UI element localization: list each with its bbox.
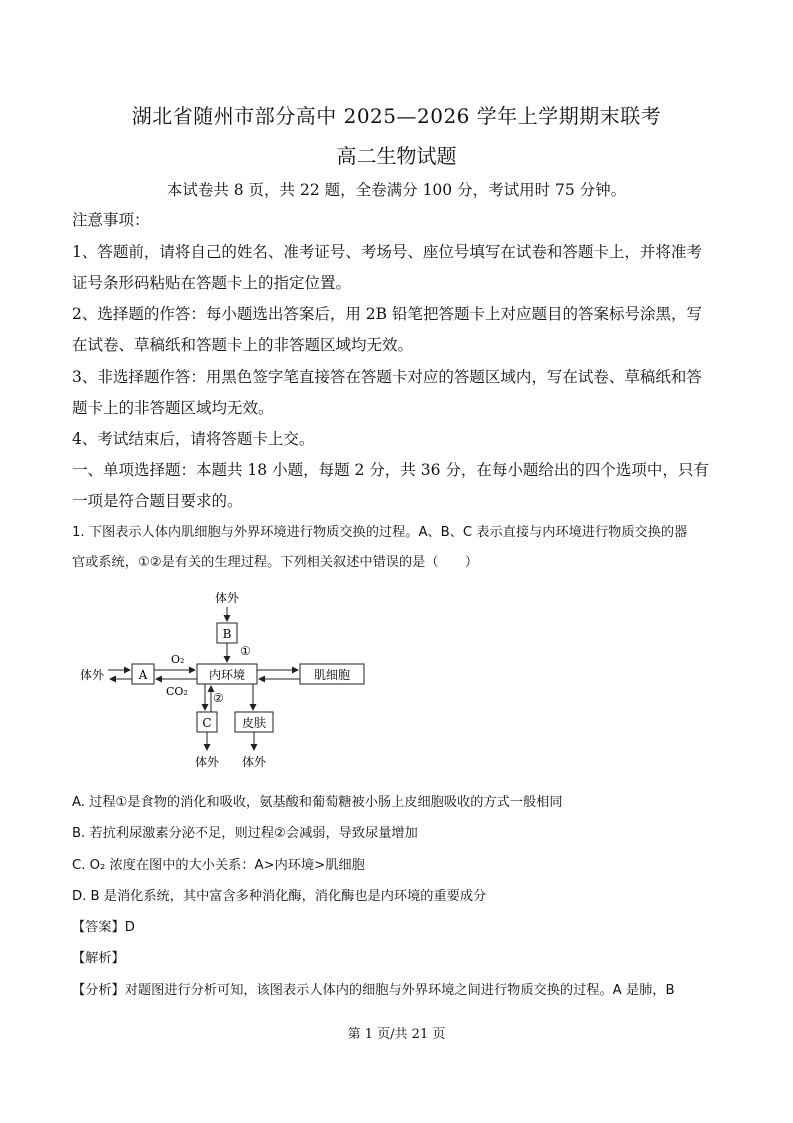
note-2-line-2: 在试卷、草稿纸和答题卡上的非答题区域均无效。	[72, 336, 414, 354]
inner-environment-label: 内环境	[208, 668, 246, 682]
notes-heading: 注意事项：	[72, 211, 150, 229]
process-2-label: ②	[213, 691, 224, 705]
box-a-label: A	[138, 668, 148, 682]
question-1-stem-line-2: 官或系统，①②是有关的生理过程。下列相关叙述中错误的是（ ）	[72, 555, 479, 570]
outside-bottom-right-label: 体外	[241, 755, 267, 769]
material-exchange-diagram	[70, 585, 390, 775]
note-3-line-1: 3、非选择题作答：用黑色签字笔直接答在答题卡对应的答题区域内，写在试卷、草稿纸和答	[72, 368, 702, 386]
outside-top-label: 体外	[214, 591, 240, 605]
exam-subtitle: 高二生物试题	[336, 144, 457, 168]
note-3-line-2: 题卡上的非答题区域均无效。	[72, 399, 274, 417]
box-b-label: B	[222, 627, 232, 641]
section-heading-line-1: 一、单项选择题：本题共 18 小题，每题 2 分，共 36 分，在每小题给出的四个选项中，只有	[72, 461, 709, 479]
outside-bottom-left-label: 体外	[194, 755, 220, 769]
skin-label: 皮肤	[241, 716, 267, 730]
o2-label: O₂	[171, 653, 185, 666]
option-b: B. 若抗利尿激素分泌不足，则过程②会减弱，导致尿量增加	[72, 826, 418, 841]
note-1-line-2: 证号条形码粘贴在答题卡上的指定位置。	[72, 274, 352, 292]
option-d: D. B 是消化系统，其中富含多种消化酶，消化酶也是内环境的重要成分	[72, 889, 487, 904]
page-number: 第 1 页/共 21 页	[347, 1027, 446, 1042]
muscle-cell-label: 肌细胞	[313, 668, 351, 682]
outside-left-label: 体外	[80, 668, 105, 682]
question-1-stem-line-1: 1. 下图表示人体内肌细胞与外界环境进行物质交换的过程。A、B、C 表示直接与内环境进行物质交换的器	[72, 525, 688, 540]
option-c: C. O₂ 浓度在图中的大小关系：A>内环境>肌细胞	[72, 858, 365, 873]
box-c-label: C	[202, 716, 212, 730]
exam-title: 湖北省随州市部分高中 2025—2026 学年上学期期末联考	[131, 104, 662, 128]
analysis-line-1: 【分析】对题图进行分析可知，该图表示人体内的细胞与外界环境之间进行物质交换的过程。A 是肺，B	[72, 983, 675, 998]
process-1-label: ①	[240, 644, 251, 658]
section-heading-line-2: 一项是符合题目要求的。	[72, 492, 243, 510]
answer: 【答案】D	[72, 920, 135, 935]
analysis-label: 【解析】	[72, 951, 125, 966]
exam-info: 本试卷共 8 页，共 22 题，全卷满分 100 分，考试用时 75 分钟。	[166, 181, 627, 199]
co2-label: CO₂	[166, 685, 188, 698]
option-a: A. 过程①是食物的消化和吸收，氨基酸和葡萄糖被小肠上皮细胞吸收的方式一般相同	[72, 795, 563, 810]
note-2-line-1: 2、选择题的作答：每小题选出答案后，用 2B 铅笔把答题卡上对应题目的答案标号涂黑，写	[72, 305, 702, 323]
note-4: 4、考试结束后，请将答题卡上交。	[72, 430, 315, 448]
note-1-line-1: 1、答题前，请将自己的姓名、准考证号、考场号、座位号填写在试卷和答题卡上，并将准考	[72, 243, 702, 261]
